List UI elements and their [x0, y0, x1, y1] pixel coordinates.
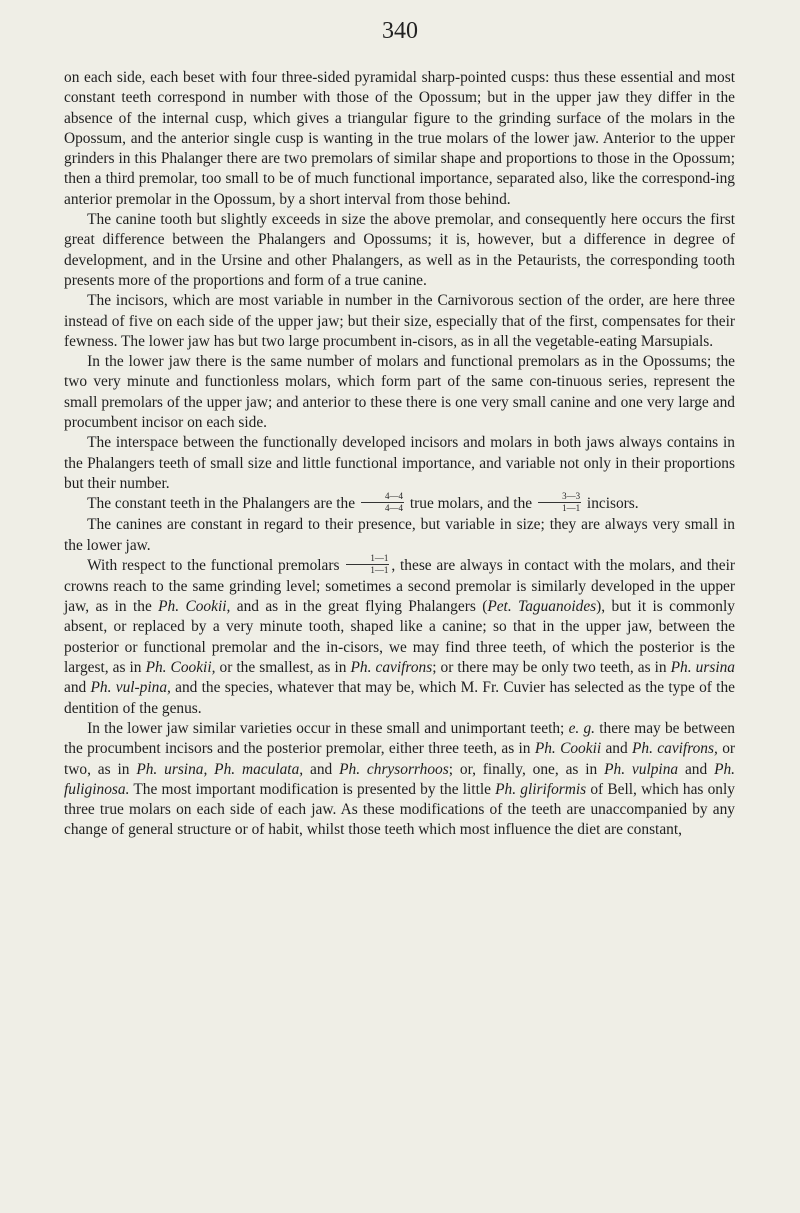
- paragraph: The canine tooth but slightly exceeds in size the above premolar, and consequently here occurs the first great difference between the Phalangers and Opossums; it is, however, but a difference in degree of development, and in the Ursine and other Phalangers, as well as in the Petaurists, the corresponding tooth presents more of the proportions and form of a true canine.: [64, 211, 735, 289]
- text: ; or there may be only two teeth, as in: [432, 659, 667, 677]
- text: and: [605, 740, 628, 758]
- text: true molars, and the: [409, 495, 533, 513]
- species-name: Ph. gliriformis: [495, 780, 587, 798]
- species-name: Ph. chrysorrhoos: [339, 760, 449, 778]
- species-name: Ph. Cookii,: [145, 659, 216, 677]
- text: and the species, whatever that may be, which M. Fr. Cuvier has selected as the type of the dentition of the genus.: [64, 679, 735, 717]
- molar-fraction: [361, 492, 404, 513]
- abbreviation: e. g.: [568, 719, 596, 737]
- text: there may be between the procumbent incisors and the posterior premolar, either three teeth, as in: [64, 719, 735, 758]
- paragraph: The interspace between the functionally developed incisors and molars in both jaws always contains in the Phalangers teeth of small size and little functional importance, and variable not only in their proportions but their number.: [64, 434, 735, 492]
- species-name: Pet. Taguanoides: [487, 598, 597, 616]
- paragraph: The incisors, which are most variable in number in the Carnivorous section of the order, are here three instead of five on each side of the upper jaw; but their size, especially that of the first, compensates for their fewness. The lower jaw has but two large procumbent in-cisors, as in all the vegetable-eating Marsupials.: [64, 292, 735, 350]
- paragraph: In the lower jaw there is the same number of molars and functional premolars as in the Opossums; the two very minute and functionless molars, which form part of the same con-tinuous series, represent the small premolars of the upper jaw; and anterior to these there is one very small canine and one very large and procumbent incisor on each side.: [64, 353, 735, 432]
- species-name: Ph. Cookii: [534, 740, 602, 758]
- premolar-fraction: [346, 554, 389, 575]
- paragraph-premolars: [64, 552, 735, 719]
- fraction-denominator: 1—1: [562, 503, 581, 514]
- species-name: Ph. ursina, Ph. maculata,: [136, 760, 304, 778]
- paragraph: The canines are constant in regard to their presence, but variable in size; they are always very small in the lower jaw.: [64, 516, 735, 554]
- page-number: 340: [382, 18, 418, 44]
- fraction-numerator: 4—4: [361, 492, 404, 503]
- text: of Bell, which has only three true molars on each side of each jaw. As these modifications of the teeth are unaccompanied by any change of general structure or of habit, whilst those teeth which most influence the diet are constant,: [64, 780, 735, 839]
- species-name: Ph. cavifrons: [350, 659, 433, 677]
- text: ; or, finally, one, as in: [448, 760, 598, 778]
- text: and: [684, 760, 708, 778]
- text: With respect to the functional premolars: [87, 556, 340, 574]
- text: The most important modification is presented by the little: [133, 780, 491, 798]
- text: and: [310, 760, 333, 778]
- fraction-denominator: 1—1: [370, 564, 389, 575]
- paragraph-lower-jaw: [64, 719, 735, 841]
- text: ), but it is commonly absent, or replaced by a very minute tooth, shaped like a canine; so that in the upper jaw, between the posterior or functional premolar and the in-cisors, we may find three teeth, of which the posterior is the largest, as in: [64, 598, 735, 677]
- text: and: [64, 679, 87, 697]
- text: and as in the great flying Phalangers (: [236, 598, 488, 616]
- paragraph: on each side, each beset with four three-sided pyramidal sharp-pointed cusps: thus these essential and most constant teeth correspond in number with those of the Opossum; but in the upper jaw they differ in the absence of the internal cusp, which gives a triangular figure to the grinding surface of the molars in the Opossum, and the anterior single cusp is wanting in the true molars of the lower jaw. Anterior to the upper grinders in this Phalanger there are two premolars of similar shape and proportions to those in the Opossum; then a third premolar, too small to be of much functional importance, separated also, like the correspond-ing anterior premolar in the Opossum, by a short interval from those behind.: [64, 69, 735, 208]
- text: incisors.: [586, 495, 639, 513]
- fraction-numerator: 3—3: [538, 492, 581, 503]
- text: or the smallest, as in: [219, 659, 347, 677]
- text: , these are always in contact with the molars, and their crowns reach to the same grinding level; sometimes a second premolar is similarly developed in the upper jaw, as in the: [64, 556, 735, 616]
- species-name: Ph. vul-pina,: [90, 679, 171, 697]
- incisor-fraction: [538, 492, 581, 513]
- body-text: [64, 68, 735, 841]
- species-name: Ph. Cookii,: [158, 598, 231, 616]
- text: The constant teeth in the Phalangers are the: [87, 495, 356, 513]
- species-name: Ph. ursina: [670, 659, 735, 677]
- fraction-denominator: 4—4: [385, 503, 404, 514]
- species-name: Ph. vulpina: [604, 760, 679, 778]
- text: In the lower jaw similar varieties occur in these small and unimportant teeth;: [87, 719, 565, 737]
- species-name: Ph. fuliginosa.: [64, 760, 736, 798]
- paragraph-constant-teeth: [64, 491, 735, 515]
- fraction-numerator: 1—1: [346, 554, 389, 565]
- text: or two, as in: [64, 740, 736, 778]
- species-name: Ph. cavifrons,: [632, 740, 718, 758]
